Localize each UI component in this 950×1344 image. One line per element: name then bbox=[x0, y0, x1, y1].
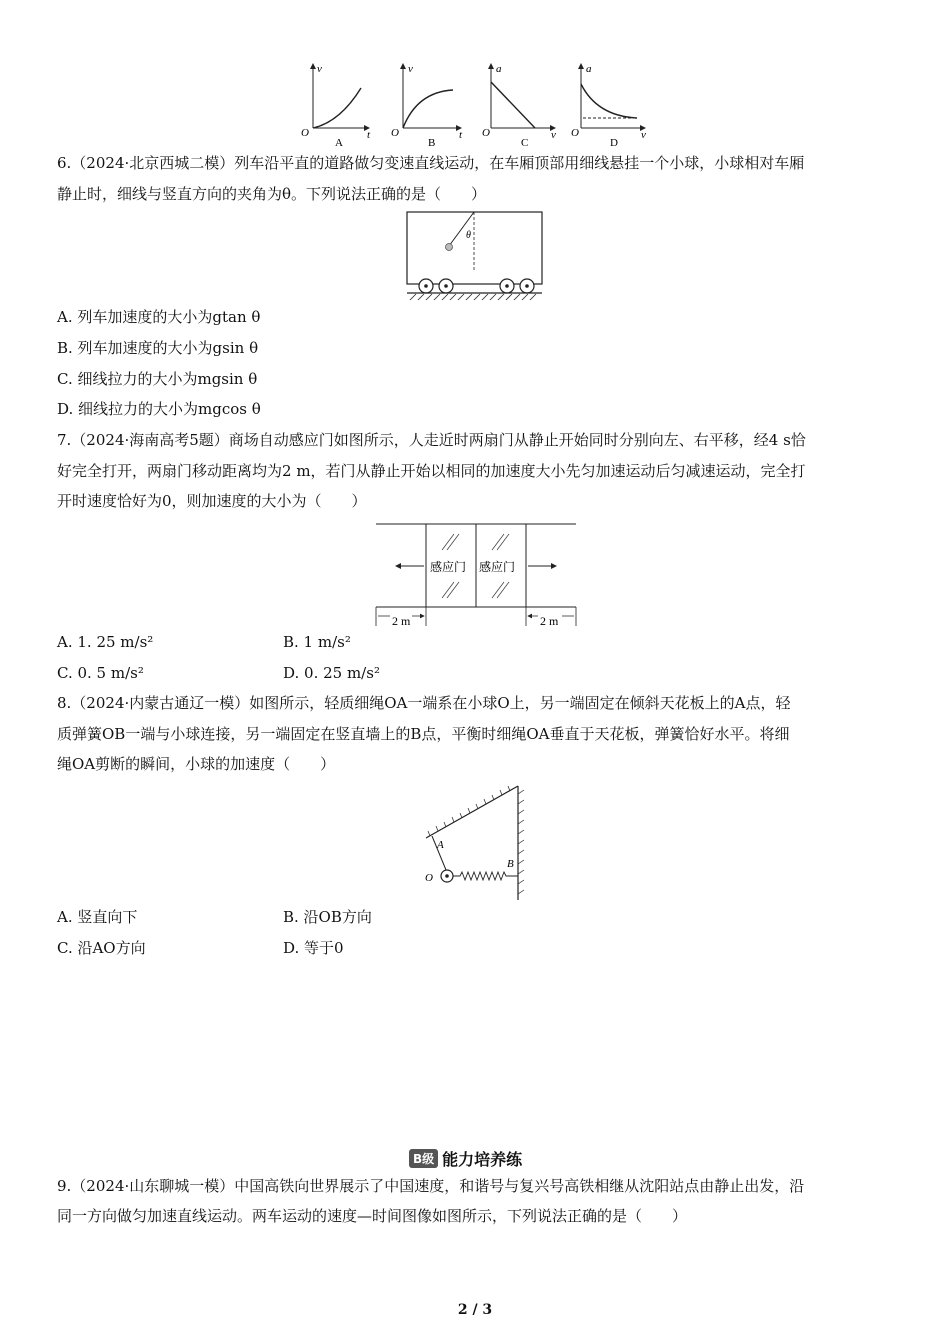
q9-stem-line2: 同一方向做匀加速直线运动。两车运动的速度—时间图像如图所示，下列说法正确的是（ ） bbox=[57, 1207, 688, 1225]
q8-option-c[interactable]: C. 沿AO方向 bbox=[57, 939, 146, 957]
graph-d-alabel: a bbox=[586, 63, 592, 75]
graph-c-caption: C bbox=[521, 137, 529, 148]
spring-figure bbox=[420, 782, 532, 902]
q7-stem-line1: 7.（2024·海南高考5题）商场自动感应门如图所示，人走近时两扇门从静止开始同时分别向左、右平移，经4 s恰 bbox=[57, 431, 806, 449]
graph-b-origin: O bbox=[391, 127, 399, 139]
graph-a-caption: A bbox=[335, 137, 343, 148]
q7-option-a[interactable]: A. 1. 25 m/s² bbox=[57, 633, 154, 651]
door-left-label: 感应门 bbox=[430, 560, 467, 574]
dist-right-label: 2 m bbox=[540, 614, 559, 628]
q8-option-a[interactable]: A. 竖直向下 bbox=[57, 908, 138, 926]
q7-option-c[interactable]: C. 0. 5 m/s² bbox=[57, 664, 144, 682]
door-figure bbox=[374, 520, 578, 632]
graph-b-tlabel: t bbox=[459, 129, 463, 141]
q9-stem-line1: 9.（2024·山东聊城一模）中国高铁向世界展示了中国速度，和谐号与复兴号高铁相继从沈阳站点由静止出发，沿 bbox=[57, 1177, 805, 1195]
graph-b-caption: B bbox=[428, 137, 436, 148]
graph-c-vlabel: v bbox=[551, 129, 556, 141]
q8-stem-line1: 8.（2024·内蒙古通辽一模）如图所示，轻质细绳OA一端系在小球O上，另一端固定在倾斜天花板上的A点，轻 bbox=[57, 694, 791, 712]
graph-d-origin: O bbox=[571, 127, 579, 139]
graphs-figure bbox=[295, 60, 655, 148]
graph-d-caption: D bbox=[610, 137, 618, 148]
graph-a-vlabel: v bbox=[317, 63, 322, 75]
point-b-label: B bbox=[507, 858, 514, 870]
q7-stem-line2: 好完全打开，两扇门移动距离均为2 m，若门从静止开始以相同的加速度大小先匀加速运动后匀减速运动，完全打 bbox=[57, 462, 806, 480]
graph-d-vlabel: v bbox=[641, 129, 646, 141]
section-badge: B级 bbox=[409, 1149, 438, 1168]
graph-a-tlabel: t bbox=[367, 129, 371, 141]
q6-stem-line2: 静止时，细线与竖直方向的夹角为θ。下列说法正确的是（ ） bbox=[57, 185, 487, 203]
q6-option-d[interactable]: D. 细线拉力的大小为mgcos θ bbox=[57, 400, 261, 418]
door-right-label: 感应门 bbox=[479, 560, 516, 574]
theta-label: θ bbox=[466, 230, 471, 241]
dist-left-label: 2 m bbox=[392, 614, 411, 628]
q6-option-c[interactable]: C. 细线拉力的大小为mgsin θ bbox=[57, 370, 258, 388]
q6-option-a[interactable]: A. 列车加速度的大小为gtan θ bbox=[57, 308, 261, 326]
page-number: 2 / 3 bbox=[457, 1302, 493, 1318]
train-figure bbox=[404, 210, 546, 302]
graph-a-origin: O bbox=[301, 127, 309, 139]
point-o-label: O bbox=[425, 872, 433, 884]
q7-option-b[interactable]: B. 1 m/s² bbox=[283, 633, 351, 651]
section-header bbox=[409, 1148, 522, 1168]
graph-c-origin: O bbox=[482, 127, 490, 139]
q8-stem-line2: 质弹簧OB一端与小球连接，另一端固定在竖直墙上的B点，平衡时细绳OA垂直于天花板，弹簧恰好水平。将细 bbox=[57, 725, 790, 743]
q8-option-b[interactable]: B. 沿OB方向 bbox=[283, 908, 372, 926]
q8-option-d[interactable]: D. 等于0 bbox=[283, 939, 344, 957]
q7-option-d[interactable]: D. 0. 25 m/s² bbox=[283, 664, 380, 682]
q7-stem-line3: 开时速度恰好为0，则加速度的大小为（ ） bbox=[57, 492, 367, 510]
section-title: 能力培养练 bbox=[442, 1149, 523, 1169]
graph-b-vlabel: v bbox=[408, 63, 413, 75]
q8-stem-line3: 绳OA剪断的瞬间，小球的加速度（ ） bbox=[57, 755, 336, 773]
q6-option-b[interactable]: B. 列车加速度的大小为gsin θ bbox=[57, 339, 259, 357]
q6-stem-line1: 6.（2024·北京西城二模）列车沿平直的道路做匀变速直线运动，在车厢顶部用细线悬挂一个小球，小球相对车厢 bbox=[57, 154, 805, 172]
graph-c-alabel: a bbox=[496, 63, 502, 75]
point-a-label: A bbox=[437, 839, 444, 851]
